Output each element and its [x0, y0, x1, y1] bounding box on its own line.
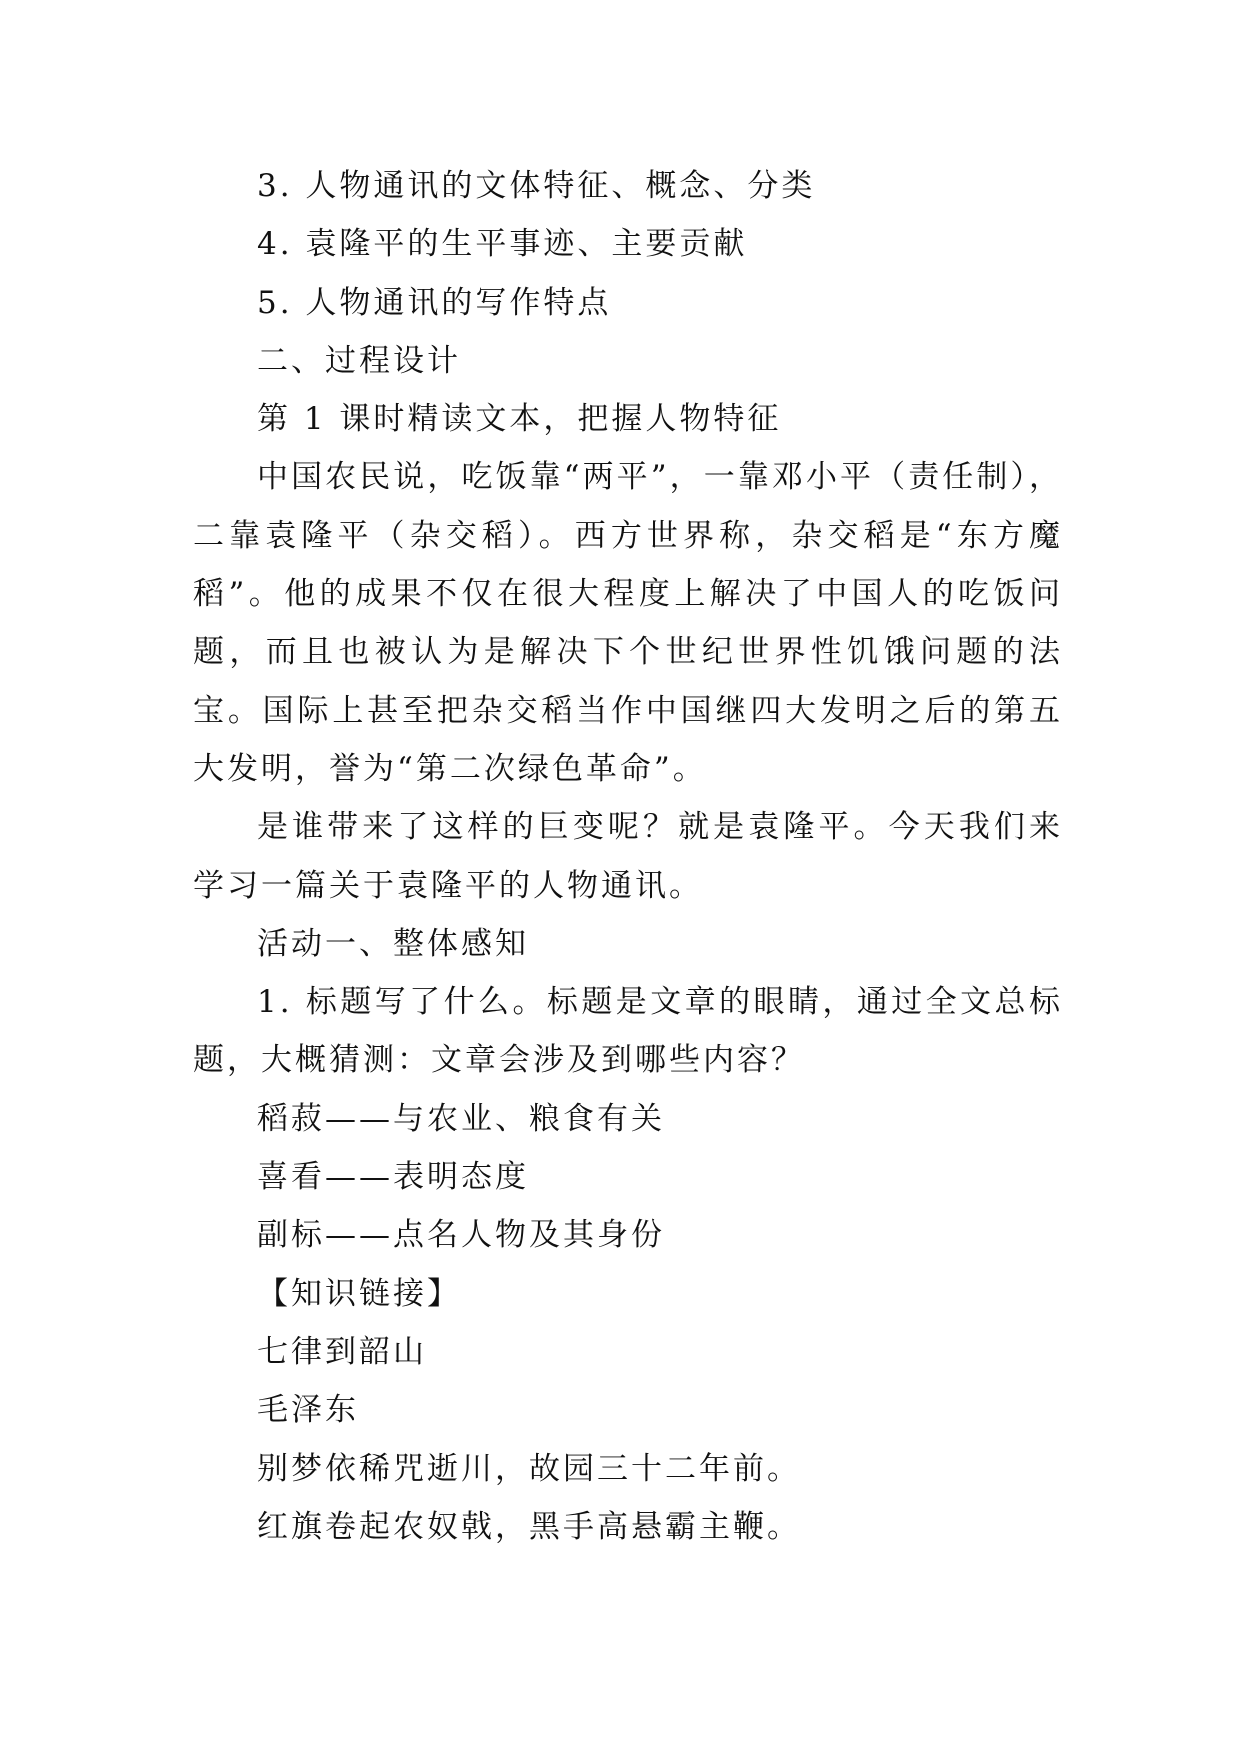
- poem-line-1: 别梦依稀咒逝川，故园三十二年前。: [257, 1450, 801, 1487]
- poem-title: 七律到韶山: [257, 1333, 427, 1370]
- section-heading: 二、过程设计: [257, 342, 461, 379]
- objective-item-4: 4. 袁隆平的生平事迹、主要贡献: [257, 226, 748, 263]
- lesson-heading: 第 1 课时精读文本，把握人物特征: [257, 401, 782, 438]
- poem-author: 毛泽东: [257, 1392, 359, 1429]
- objective-item-5: 5. 人物通讯的写作特点: [257, 284, 612, 321]
- title-note-3: 副标——点名人物及其身份: [257, 1217, 665, 1254]
- poem-line-2: 红旗卷起农奴戟，黑手高悬霸主鞭。: [257, 1508, 801, 1545]
- intro-paragraph: 中国农民说，吃饭靠“两平”，一靠邓小平（责任制），二靠袁隆平（杂交稻）。西方世界称，杂交稻是“东方魔稻”。他的成果不仅在很大程度上解决了中国人的吃饭问题，而且也被认为是解决下个世纪世界性饥饿问题的法宝。国际上甚至把杂交稻当作中国继四大发明之后的第五大发明，誉为“第二次绿色革命”。: [193, 459, 1063, 787]
- document-body: [193, 157, 1063, 1556]
- objective-item-3: 3. 人物通讯的文体特征、概念、分类: [257, 168, 816, 204]
- activity-heading: 活动一、整体感知: [257, 925, 529, 962]
- title-note-2: 喜看——表明态度: [257, 1159, 529, 1196]
- title-note-1: 稻菽——与农业、粮食有关: [257, 1100, 665, 1137]
- task-paragraph: 1. 标题写了什么。标题是文章的眼睛，通过全文总标题，大概猜测：文章会涉及到哪些内容？: [193, 984, 1063, 1079]
- knowledge-link-heading: 【知识链接】: [257, 1275, 461, 1312]
- question-paragraph: 是谁带来了这样的巨变呢？就是袁隆平。今天我们来学习一篇关于袁隆平的人物通讯。: [193, 809, 1063, 904]
